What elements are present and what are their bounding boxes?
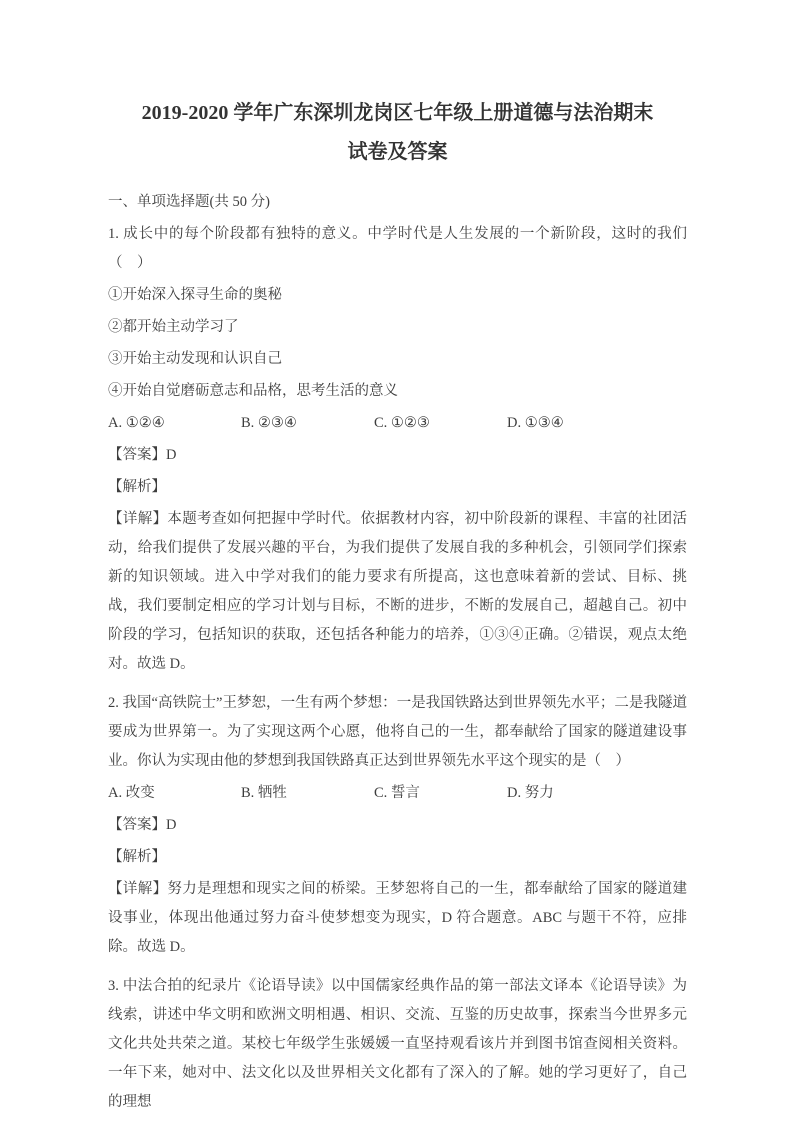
question-2-answer: 【答案】D bbox=[108, 817, 177, 833]
section-heading: 一、单项选择题(共 50 分) bbox=[108, 194, 270, 210]
question-1-detail: 【详解】本题考查如何把握中学时代。依据教材内容，初中阶段新的课程、丰富的社团活动，给我们提供了发展兴趣的平台，为我们提供了发展自我的多种机会，引领同学们探索新的知识领域。进入中学对我们的能力要求有所提高，这也意味着新的尝试、目标、挑战，我们要制定相应的学习计划与目标，不断的进步，不断的发展自己，超越自己。初中阶段的学习，包括知识的获取，还包括各种能力的培养，①③④正确。②错误，观点太绝对。故选 D。 bbox=[108, 511, 687, 672]
question-3 bbox=[108, 972, 687, 1117]
question-1-subitem-3: ③开始主动发现和认识自己 bbox=[108, 351, 282, 367]
document-title bbox=[108, 94, 687, 172]
question-1-option-a: A. ①②④ bbox=[108, 415, 165, 431]
question-2-detail: 【详解】努力是理想和现实之间的桥梁。王梦恕将自己的一生，都奉献给了国家的隧道建设事业，体现出他通过努力奋斗使梦想变为现实，D 符合题意。ABC 与题干不符，应排除。故选 D。 bbox=[108, 881, 687, 955]
question-1-subitem-4: ④开始自觉磨砺意志和品格，思考生活的意义 bbox=[108, 383, 398, 399]
title-line-1: 2019-2020 学年广东深圳龙岗区七年级上册道德与法治期末 bbox=[141, 102, 654, 124]
question-2-option-d: D. 努力 bbox=[507, 785, 554, 801]
question-2-option-a: A. 改变 bbox=[108, 785, 155, 801]
question-1 bbox=[108, 220, 687, 679]
question-2 bbox=[108, 689, 687, 962]
question-2-option-c: C. 誓言 bbox=[374, 785, 420, 801]
question-1-options-row bbox=[108, 409, 687, 438]
question-1-option-b: B. ②③④ bbox=[241, 415, 297, 431]
question-2-analysis-label: 【解析】 bbox=[108, 849, 166, 865]
question-2-stem: 2. 我国“高铁院士”王梦恕，一生有两个梦想：一是我国铁路达到世界领先水平；二是我隧道要成为世界第一。为了实现这两个心愿，他将自己的一生，都奉献给了国家的隧道建设事业。你认为实现由他的梦想到我国铁路真正达到世界领先水平这个现实的是（ ） bbox=[108, 695, 687, 769]
title-line-2: 试卷及答案 bbox=[347, 141, 448, 163]
question-2-options-row bbox=[108, 779, 687, 808]
question-1-option-d: D. ①③④ bbox=[507, 415, 564, 431]
question-3-stem: 3. 中法合拍的纪录片《论语导读》以中国儒家经典作品的第一部法文译本《论语导读》为线索，讲述中华文明和欧洲文明相遇、相识、交流、互鉴的历史故事，探索当今世界多元文化共处共荣之道。某校七年级学生张媛媛一直坚持观看该片并到图书馆查阅相关资料。一年下来，她对中、法文化以及世界相关文化都有了深入的了解。她的学习更好了，自己的理想 bbox=[108, 978, 687, 1110]
question-2-option-b: B. 牺牲 bbox=[241, 785, 287, 801]
question-1-subitem-1: ①开始深入探寻生命的奥秘 bbox=[108, 287, 282, 303]
question-1-option-c: C. ①②③ bbox=[374, 415, 430, 431]
question-1-subitem-2: ②都开始主动学习了 bbox=[108, 319, 239, 335]
question-1-answer: 【答案】D bbox=[108, 447, 177, 463]
question-1-stem: 1. 成长中的每个阶段都有独特的意义。中学时代是人生发展的一个新阶段，这时的我们（ ） bbox=[108, 226, 687, 271]
question-1-analysis-label: 【解析】 bbox=[108, 479, 166, 495]
